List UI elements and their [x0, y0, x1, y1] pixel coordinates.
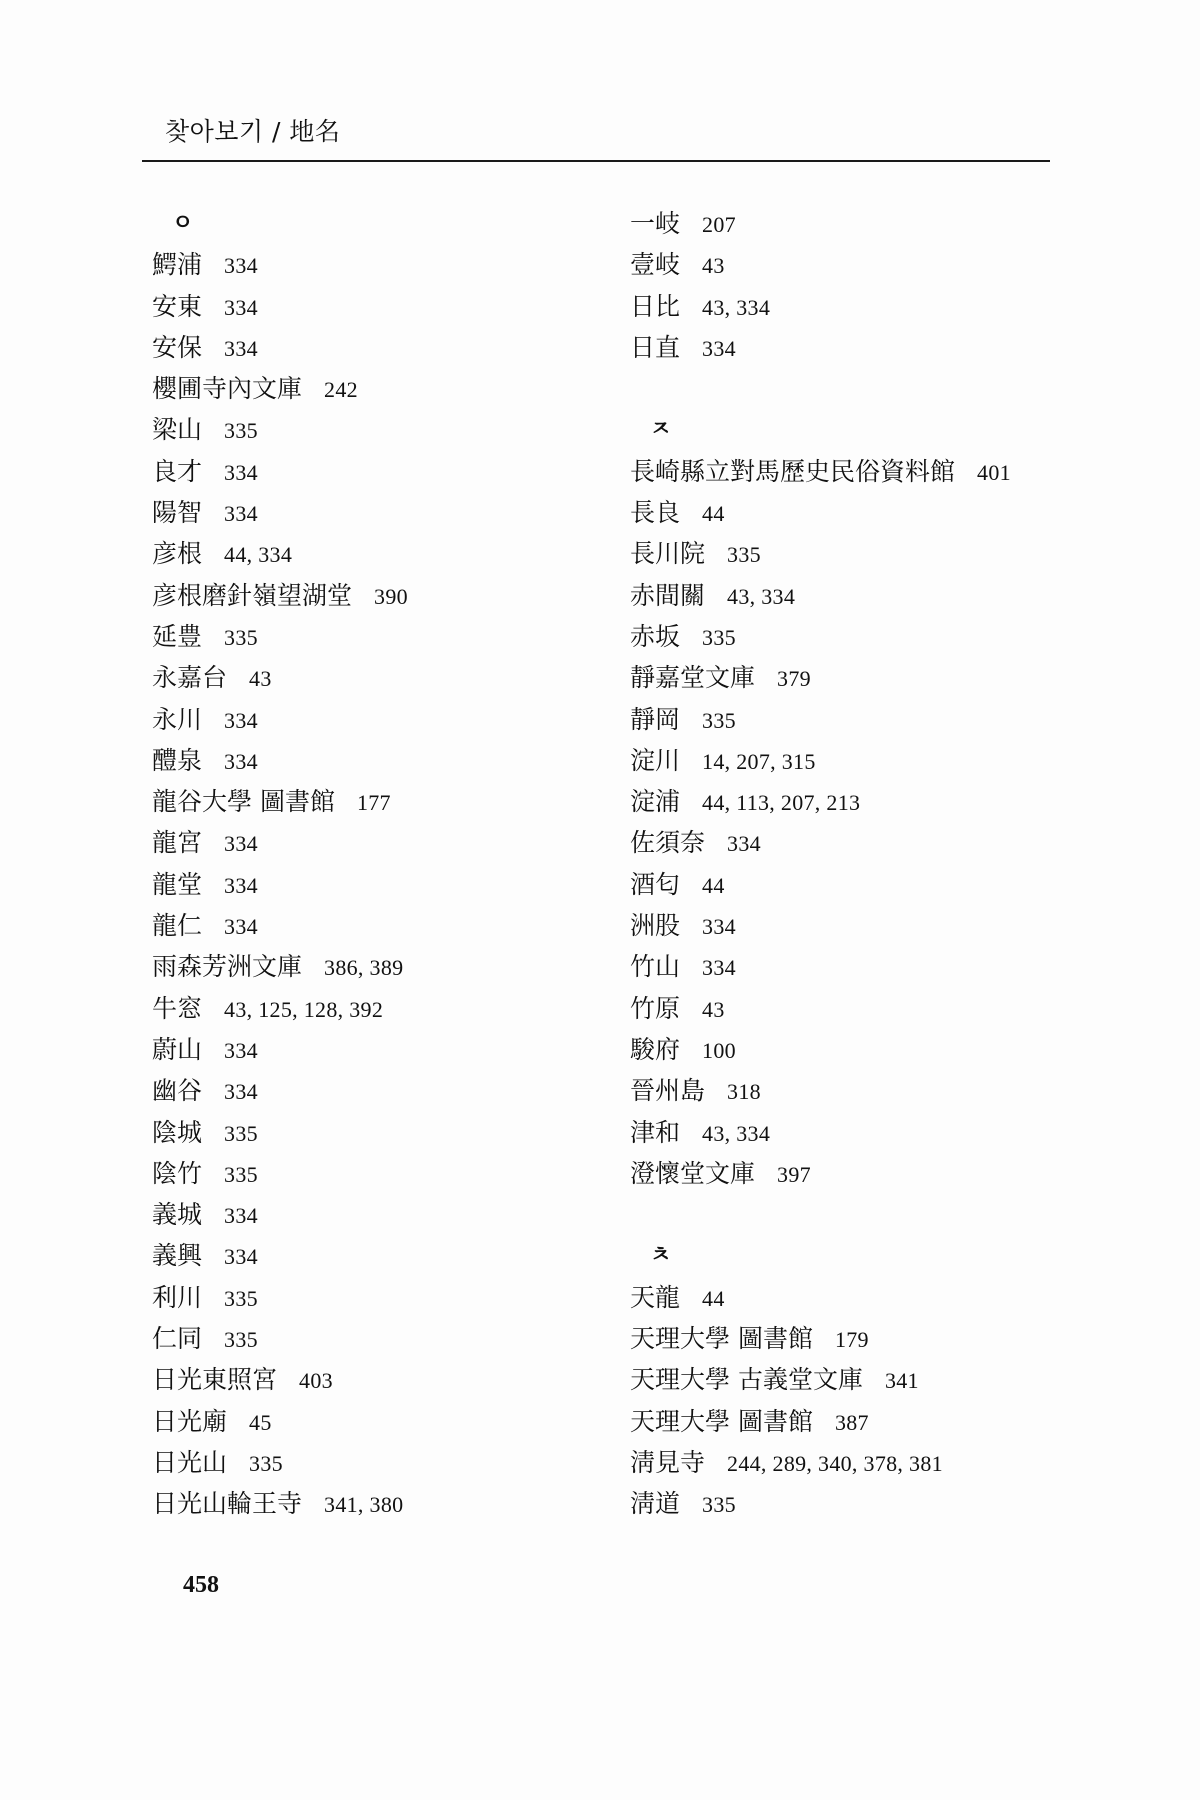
- index-entry: [630, 699, 1070, 740]
- page-references: 335: [224, 1327, 258, 1353]
- place-name: 日光東照宮: [152, 1365, 278, 1395]
- page-references: 379: [777, 666, 811, 692]
- index-entry: [152, 1318, 592, 1359]
- page-references: 334: [224, 748, 258, 774]
- section-gap: [630, 1194, 1070, 1235]
- place-name: 龍谷大學 圖書館: [152, 787, 335, 817]
- index-entry: [630, 657, 1070, 698]
- page-references: 334: [224, 459, 258, 485]
- index-entry: [630, 781, 1070, 822]
- page-references: 43, 334: [727, 583, 796, 609]
- index-entry: [152, 575, 592, 616]
- index-entry: [152, 988, 592, 1029]
- page-references: 403: [299, 1368, 333, 1394]
- place-name: 安保: [152, 332, 203, 362]
- index-entry: [152, 244, 592, 285]
- index-entry: [630, 1029, 1070, 1070]
- index-entry: [630, 451, 1070, 492]
- place-name: 天理大學 古義堂文庫: [630, 1365, 863, 1395]
- page-references: 334: [224, 831, 258, 857]
- page-number: 458: [183, 1572, 219, 1598]
- index-entry: [152, 864, 592, 905]
- page-references: 334: [224, 1079, 258, 1105]
- page-references: 335: [224, 624, 258, 650]
- page-references: 334: [224, 707, 258, 733]
- place-name: 永嘉台: [152, 663, 228, 693]
- index-entry: [630, 1112, 1070, 1153]
- page-references: 334: [702, 955, 736, 981]
- page-references: 335: [224, 1120, 258, 1146]
- place-name: 駿府: [630, 1034, 681, 1064]
- index-entry: [630, 286, 1070, 327]
- page-references: 334: [224, 1203, 258, 1229]
- index-entry: [152, 409, 592, 450]
- index-entry: [152, 1359, 592, 1400]
- header-rule: [142, 160, 1050, 162]
- index-entry: [152, 946, 592, 987]
- index-entry: [630, 492, 1070, 533]
- index-entry: [152, 1401, 592, 1442]
- place-name: 櫻圃寺內文庫: [152, 374, 303, 404]
- section-gap: [630, 368, 1070, 409]
- page-references: 242: [324, 377, 358, 403]
- page-references: 335: [224, 418, 258, 444]
- page-references: 334: [224, 914, 258, 940]
- place-name: 天龍: [630, 1282, 681, 1312]
- page-references: 318: [727, 1079, 761, 1105]
- place-name: 良才: [152, 456, 203, 486]
- place-name: 天理大學 圖書館: [630, 1324, 813, 1354]
- index-entry: [630, 822, 1070, 863]
- place-name: 醴泉: [152, 745, 203, 775]
- section-heading: ㅊ: [650, 1243, 672, 1269]
- place-name: 佐須奈: [630, 828, 706, 858]
- index-entry: [630, 1153, 1070, 1194]
- index-entry: [152, 1442, 592, 1483]
- page-references: 44, 334: [224, 542, 293, 568]
- index-entry: [152, 327, 592, 368]
- index-entry: [630, 327, 1070, 368]
- page-references: 335: [702, 707, 736, 733]
- index-entry: [630, 1318, 1070, 1359]
- place-name: 日光廟: [152, 1406, 228, 1436]
- page-references: 334: [727, 831, 761, 857]
- place-name: 陽智: [152, 498, 203, 528]
- page-references: 43: [249, 666, 272, 692]
- page-references: 334: [224, 335, 258, 361]
- page-references: 386, 389: [324, 955, 404, 981]
- page-references: 45: [249, 1409, 272, 1435]
- page-references: 244, 289, 340, 378, 381: [727, 1450, 943, 1476]
- page-references: 390: [374, 583, 408, 609]
- index-entry: [630, 575, 1070, 616]
- place-name: 安東: [152, 291, 203, 321]
- place-name: 長川院: [630, 539, 706, 569]
- page-references: 43, 334: [702, 1120, 771, 1146]
- section-heading: ㅇ: [172, 211, 194, 236]
- index-entry: [630, 244, 1070, 285]
- page-references: 14, 207, 315: [702, 748, 816, 774]
- index-entry: [630, 1442, 1070, 1483]
- place-name: 彦根磨針嶺望湖堂: [152, 580, 353, 610]
- index-entry: [152, 1235, 592, 1276]
- place-name: 淀川: [630, 745, 681, 775]
- page-references: 335: [727, 542, 761, 568]
- index-entry: [152, 657, 592, 698]
- place-name: 壹岐: [630, 250, 681, 280]
- place-name: 赤坂: [630, 621, 681, 651]
- index-entry: [152, 740, 592, 781]
- index-entry: [152, 1112, 592, 1153]
- place-name: 牛窓: [152, 993, 203, 1023]
- index-entry: [630, 905, 1070, 946]
- place-name: 彦根: [152, 539, 203, 569]
- page-references: 334: [224, 872, 258, 898]
- index-entry: [630, 533, 1070, 574]
- place-name: 延豊: [152, 621, 203, 651]
- index-entry: [152, 905, 592, 946]
- index-entry: [152, 822, 592, 863]
- place-name: 淸見寺: [630, 1447, 706, 1477]
- page-references: 335: [249, 1450, 283, 1476]
- page-references: 335: [224, 1161, 258, 1187]
- index-entry: [630, 1483, 1070, 1524]
- place-name: 龍堂: [152, 869, 203, 899]
- index-entry: [152, 533, 592, 574]
- index-column-left: [152, 203, 592, 1525]
- index-entry: [152, 286, 592, 327]
- page-references: 44: [702, 1285, 725, 1311]
- page-references: 334: [224, 1037, 258, 1063]
- place-name: 靜岡: [630, 704, 681, 734]
- index-entry: [152, 699, 592, 740]
- index-entry: [152, 1070, 592, 1111]
- place-name: 天理大學 圖書館: [630, 1406, 813, 1436]
- index-entry: [630, 1401, 1070, 1442]
- page-references: 334: [224, 294, 258, 320]
- index-entry: [152, 1153, 592, 1194]
- page-references: 44, 113, 207, 213: [702, 790, 861, 816]
- place-name: 義興: [152, 1241, 203, 1271]
- place-name: 日光山: [152, 1447, 228, 1477]
- place-name: 義城: [152, 1200, 203, 1230]
- place-name: 一岐: [630, 209, 681, 238]
- index-entry: [630, 1359, 1070, 1400]
- place-name: 長良: [630, 498, 681, 528]
- page-references: 43, 125, 128, 392: [224, 996, 384, 1022]
- page-references: 341: [884, 1368, 919, 1394]
- index-entry: [152, 616, 592, 657]
- place-name: 雨森芳洲文庫: [152, 952, 303, 982]
- page-references: 401: [977, 459, 1011, 485]
- page-references: 43, 334: [702, 294, 771, 320]
- index-entry: [630, 864, 1070, 905]
- page-references: 100: [702, 1037, 736, 1063]
- place-name: 赤間關: [630, 580, 706, 610]
- place-name: 永川: [152, 704, 203, 734]
- page-references: 334: [224, 1244, 258, 1270]
- index-column-right: [630, 203, 1070, 1525]
- index-entry: [152, 1277, 592, 1318]
- page-references: 341, 380: [324, 1492, 404, 1518]
- place-name: 澄懷堂文庫: [630, 1158, 756, 1188]
- place-name: 梁山: [152, 415, 203, 445]
- index-entry: [152, 1194, 592, 1235]
- index-entry: [630, 946, 1070, 987]
- place-name: 仁同: [152, 1324, 203, 1354]
- index-entry: [630, 1277, 1070, 1318]
- page-references: 44: [702, 501, 725, 527]
- place-name: 龍宮: [152, 828, 203, 858]
- place-name: 陰竹: [152, 1158, 203, 1188]
- index-entry: [630, 1070, 1070, 1111]
- place-name: 利川: [152, 1282, 203, 1312]
- place-name: 龍仁: [152, 911, 203, 941]
- index-entry: [152, 492, 592, 533]
- index-entry: [152, 781, 592, 822]
- place-name: 幽谷: [152, 1076, 203, 1106]
- page-references: 397: [777, 1161, 811, 1187]
- page-references: 334: [224, 253, 258, 279]
- running-header: 찾아보기 / 地名: [165, 117, 341, 146]
- index-entry: [152, 1029, 592, 1070]
- place-name: 津和: [630, 1117, 681, 1147]
- index-entry: [630, 740, 1070, 781]
- place-name: 淸道: [630, 1489, 681, 1519]
- index-entry: [152, 1483, 592, 1524]
- page-references: 334: [702, 914, 736, 940]
- place-name: 淀浦: [630, 787, 681, 817]
- page-references: 335: [702, 1492, 736, 1518]
- place-name: 晉州島: [630, 1076, 706, 1106]
- page-references: 43: [702, 996, 725, 1022]
- section-heading: ㅈ: [650, 417, 672, 443]
- page-references: 179: [834, 1327, 869, 1353]
- place-name: 竹山: [630, 952, 681, 982]
- page-references: 335: [702, 624, 736, 650]
- place-name: 鰐浦: [152, 250, 203, 280]
- page-references: 334: [224, 501, 258, 527]
- page-references: 43: [702, 253, 725, 279]
- page-references: 44: [702, 872, 725, 898]
- page-references: 335: [224, 1285, 258, 1311]
- place-name: 日光山輪王寺: [152, 1489, 303, 1519]
- index-entry: [152, 368, 592, 409]
- page-references: 387: [834, 1409, 869, 1435]
- page-references: 177: [356, 790, 391, 816]
- index-entry: [630, 616, 1070, 657]
- index-entry: [630, 988, 1070, 1029]
- place-name: 竹原: [630, 993, 681, 1023]
- index-entry: [152, 451, 592, 492]
- place-name: 日比: [630, 291, 681, 321]
- index-entry: [630, 203, 1070, 244]
- place-name: 長崎縣立對馬歷史民俗資料館: [630, 456, 956, 486]
- place-name: 酒匂: [630, 869, 681, 899]
- place-name: 靜嘉堂文庫: [630, 663, 756, 693]
- page-references: 334: [702, 335, 736, 361]
- page-references: 207: [702, 212, 736, 237]
- place-name: 洲股: [630, 911, 681, 941]
- place-name: 陰城: [152, 1117, 203, 1147]
- place-name: 蔚山: [152, 1034, 203, 1064]
- place-name: 日直: [630, 332, 681, 362]
